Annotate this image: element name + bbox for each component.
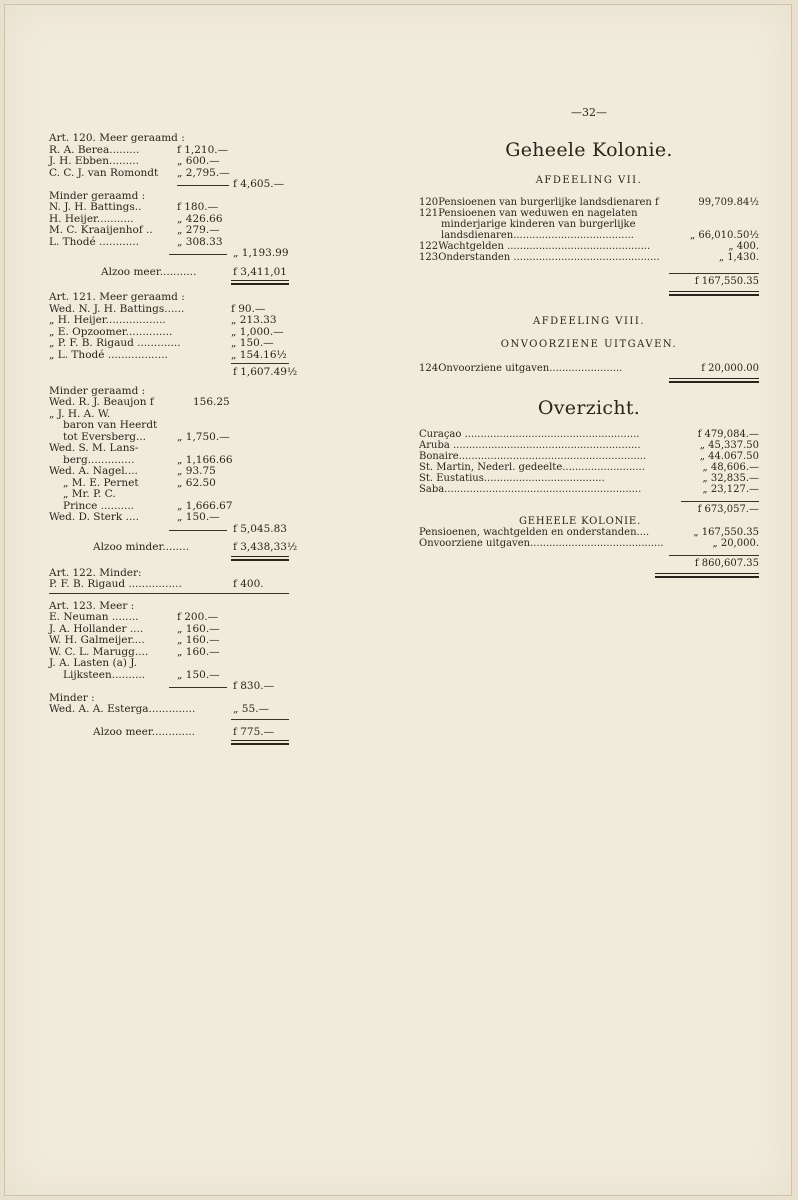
kolonie-row: Onvoorziene uitgaven.......................................... „ 20,000. <box>419 538 759 549</box>
afd8-row: 124 Onvoorziene uitgaven....................... f 20,000.00 <box>419 362 759 374</box>
afd7-row: 120 Pensioenen van burgerlijke landsdienaren f 99,709.84½ <box>419 196 759 208</box>
art120-minder-head: Minder geraamd : <box>49 189 146 202</box>
art121-minder-head: Minder geraamd : <box>49 384 146 397</box>
art121-meer-line: „ P. F. B. Rigaud ............. „ 150.— <box>49 337 274 349</box>
art121-minder-line: Wed. S. M. Lans- <box>49 442 139 454</box>
kolonie-row: Pensioenen, wachtgelden en onderstanden.... „ 167,550.35 <box>419 527 759 538</box>
afd7-row: landsdienaren...................................... „ 66,010.50½ <box>441 229 759 241</box>
art120-minder-line: L. Thodé ............ „ 308.33 <box>49 235 223 248</box>
art122-line: P. F. B. Rigaud ................ f 400. <box>49 578 264 590</box>
afd7-total: f 167,550.35 <box>694 275 759 287</box>
art120-minder-line: H. Heijer........... „ 426.66 <box>49 212 223 225</box>
art121-minder-line: berg.............. „ 1,166.66 <box>63 453 233 466</box>
double-rule <box>231 740 289 745</box>
double-rule <box>655 573 759 578</box>
afdeeling-viii-head: AFDEELING VIII. <box>532 315 646 327</box>
art121-meer-total: f 1,607.49½ <box>233 366 298 378</box>
page-number: —32— <box>571 106 607 119</box>
art123-result: Alzoo meer............. f 775.— <box>93 725 275 738</box>
overzicht-title: Overzicht. <box>537 396 641 419</box>
art123-minder-line: Wed. A. A. Esterga.............. „ 55.— <box>49 703 269 715</box>
art120-minder-total: „ 1,193.99 <box>49 248 289 260</box>
overzicht-row: Saba.............................................................. „ 23,127.— <box>419 483 759 495</box>
overzicht-row: St. Eustatius...................................... „ 32,835.— <box>419 472 759 484</box>
afd7-row: 122 Wachtgelden ............................................. „ 400. <box>419 240 759 252</box>
onvoorziene-head: ONVOORZIENE UITGAVEN. <box>500 339 678 350</box>
double-rule <box>669 291 759 296</box>
art121-minder-line: Prince .......... „ 1,666.67 <box>63 499 233 512</box>
art121-meer-line: „ E. Opzoomer.............. „ 1,000.— <box>49 325 284 338</box>
art122-head: Art. 122. Minder: <box>49 566 142 579</box>
art121-minder-line: Wed. R. J. Beaujon f 156.25 <box>49 396 230 408</box>
art121-minder-line: „ M. E. Pernet „ 62.50 <box>63 476 216 489</box>
art121-result: Alzoo minder........ f 3,438,33½ <box>93 541 298 553</box>
art123-meer-total: f 830.— <box>49 681 289 693</box>
art123-meer-line: W. C. L. Marugg.... „ 160.— <box>49 645 220 658</box>
art121-minder-total: f 5,045.83 <box>49 524 289 536</box>
art123-minder-head: Minder : <box>49 691 95 704</box>
double-rule <box>669 378 759 383</box>
afd7-row: minderjarige kinderen van burgerlijke <box>441 218 636 230</box>
art123-meer-line: J. A. Lasten (a) J. <box>49 657 138 669</box>
art120-meer-total: f 4,605.— <box>49 179 289 191</box>
art121-minder-line: „ Mr. P. C. <box>63 488 116 500</box>
art120-result: Alzoo meer........... f 3,411,01 <box>101 265 287 278</box>
art120-meer-line: J. H. Ebben......... „ 600.— <box>49 155 220 167</box>
art121-head: Art. 121. Meer geraamd : <box>49 291 185 303</box>
geheele-kolonie-head: GEHEELE KOLONIE. <box>519 515 641 527</box>
art120-meer-line: R. A. Berea......... f 1,210.— <box>49 143 229 156</box>
overzicht-row: Curaçao ....................................................... f 479,084.— <box>419 428 759 440</box>
overzicht-row: Aruba ........................................................... „ 45,337.50 <box>419 439 759 451</box>
art123-head: Art. 123. Meer : <box>49 599 135 612</box>
left-column <box>49 132 298 745</box>
art121-meer-line: „ H. Heijer.................. „ 213.33 <box>49 314 277 326</box>
art121-minder-line: „ J. H. A. W. <box>49 407 111 420</box>
art121-minder-line: baron van Heerdt <box>63 419 158 431</box>
art121-minder-line: Wed. D. Sterk .... „ 150.— <box>49 511 220 523</box>
afd7-row: 123 Onderstanden .............................................. „ 1,430. <box>419 251 759 263</box>
art123-meer-line: E. Neuman ........ f 200.— <box>49 611 219 623</box>
right-column <box>419 107 759 578</box>
overzicht-subtotal: f 673,057.— <box>697 503 759 515</box>
art120-minder-line: N. J. H. Battings.. f 180.— <box>49 201 219 213</box>
grand-total: f 860,607.35 <box>694 558 759 569</box>
overzicht-row: St. Martin, Nederl. gedeelte.......................... „ 48,606.— <box>419 461 759 473</box>
art123-meer-line: Lijksteen.......... „ 150.— <box>63 668 220 681</box>
art121-meer-line: „ L. Thodé .................. „ 154.16½ <box>49 348 287 361</box>
afd7-row: 121 Pensioenen van weduwen en nagelaten <box>419 207 638 219</box>
art123-meer-line: J. A. Hollander .... „ 160.— <box>49 622 220 635</box>
afdeeling-vii-head: AFDEELING VII. <box>535 175 643 186</box>
art120-head: Art. 120. Meer geraamd : <box>49 132 185 144</box>
art121-meer-line: Wed. N. J. H. Battings...... f 90.— <box>49 302 266 315</box>
document-page <box>4 4 792 1196</box>
section-title: Geheele Kolonie. <box>505 139 673 161</box>
art123-meer-line: W. H. Galmeijer.... „ 160.— <box>49 634 220 646</box>
art121-minder-line: tot Eversberg... „ 1,750.— <box>63 430 230 443</box>
art120-minder-line: M. C. Kraaijenhof .. „ 279.— <box>49 224 220 236</box>
art120-meer-line: C. C. J. van Romondt „ 2,795.— <box>49 166 230 179</box>
overzicht-row: Bonaire........................................................... „ 44.067.50 <box>419 450 759 462</box>
art121-minder-line: Wed. A. Nagel.... „ 93.75 <box>49 465 216 477</box>
